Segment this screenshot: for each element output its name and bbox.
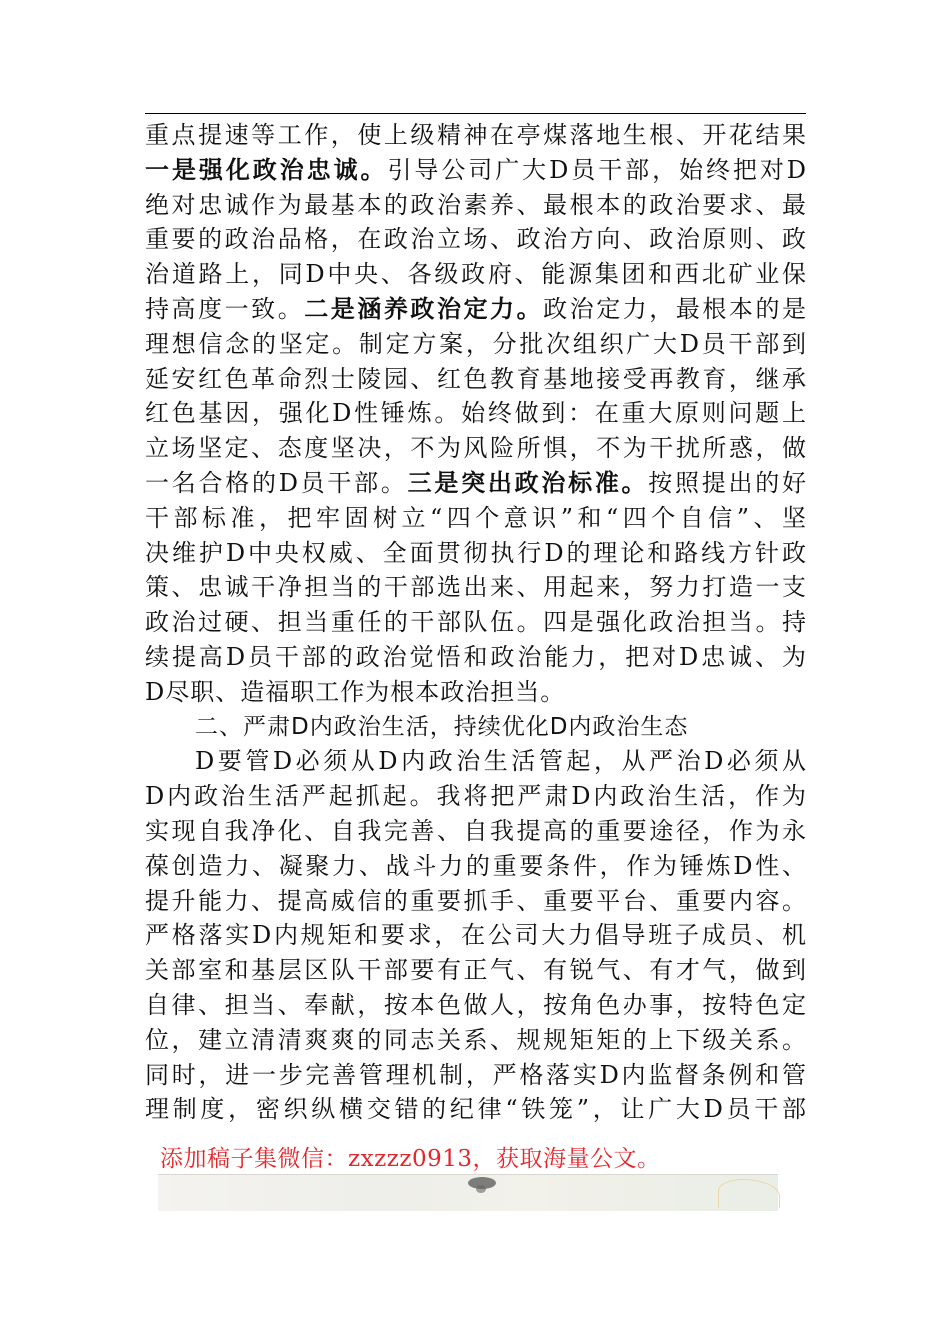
text-span: 持高度一致。 (145, 294, 305, 323)
text-line: 实现自我净化、自我完善、自我提高的重要途径，作为永 (145, 816, 807, 845)
text-span: 引导公司广大D员干部，始终把对D (387, 155, 808, 184)
text-line: 位，建立清清爽爽的同志关系、规规矩矩的上下级关系。 (145, 1025, 807, 1054)
text-span: 按照提出的好 (648, 468, 807, 497)
text-line (145, 292, 807, 327)
text-line: 政治过硬、担当重任的干部队伍。四是强化政治担当。持 (145, 608, 807, 637)
text-line: 重点提速等工作，使上级精神在亭煤落地生根、开花结果 (145, 121, 807, 149)
text-line: 延安红色革命烈士陵园、红色教育基地接受再教育，继承 (145, 364, 807, 393)
bold-phrase: 一是强化政治忠诚。 (145, 155, 388, 184)
footer-image-strip (158, 1174, 778, 1211)
text-line: 理想信念的坚定。制定方案，分批次组织广大D员干部到 (145, 329, 807, 358)
text-line: 严格落实D内规矩和要求，在公司大力倡导班子成员、机 (145, 921, 807, 950)
bold-phrase: 三是突出政治标准。 (407, 468, 649, 497)
text-line: 治道路上，同D中央、各级政府、能源集团和西北矿业保 (145, 260, 807, 289)
bold-phrase: 二是涵养政治定力。 (304, 294, 544, 323)
text-line: 立场坚定、态度坚决，不为风险所惧，不为干扰所惑，做 (145, 434, 807, 463)
text-line: 绝对忠诚作为最基本的政治素养、最根本的政治要求、最 (145, 190, 807, 219)
decorative-curve (718, 1179, 780, 1208)
header-rule (145, 113, 806, 114)
text-line: 重要的政治品格，在政治立场、政治方向、政治原则、政 (145, 225, 807, 254)
text-span: 一名合格的D员干部。 (145, 468, 408, 497)
text-line: D要管D必须从D内政治生活管起，从严治D必须从 (195, 747, 807, 776)
text-line: 决维护D中央权威、全面贯彻执行D的理论和路线方针政 (145, 538, 807, 567)
text-line: 葆创造力、凝聚力、战斗力的重要条件，作为锤炼D性、 (145, 851, 807, 880)
text-line: 同时，进一步完善管理机制，严格落实D内监督条例和管 (145, 1060, 807, 1089)
text-line: D内政治生活严起抓起。我将把严肃D内政治生活，作为 (145, 782, 807, 811)
text-line: 续提高D员干部的政治觉悟和政治能力，把对D忠诚、为 (145, 642, 807, 671)
text-span: 政治定力，最根本的是 (543, 294, 807, 323)
text-line: 干部标准，把牢固树立“四个意识”和“四个自信”、坚 (145, 503, 807, 532)
section-heading: 二、严肃D内政治生活，持续优化D内政治生态 (195, 713, 689, 740)
text-line: 理制度，密织纵横交错的纪律“铁笼”，让广大D员干部 (145, 1095, 807, 1124)
decorative-mark (476, 1185, 486, 1193)
text-line (145, 466, 807, 501)
text-line: D尽职、造福职工作为根本政治担当。 (145, 677, 566, 706)
text-line: 自律、担当、奉献，按本色做人，按角色办事，按特色定 (145, 990, 807, 1019)
text-line: 关部室和基层区队干部要有正气、有锐气、有才气，做到 (145, 956, 807, 985)
text-line: 策、忠诚干净担当的干部选出来、用起来，努力打造一支 (145, 573, 807, 602)
promo-notice: 添加稿子集微信：zxzzz0913，获取海量公文。 (160, 1146, 661, 1172)
text-line (145, 153, 807, 188)
document-body (145, 118, 807, 1127)
text-line: 提升能力、提高威信的重要抓手、重要平台、重要内容。 (145, 886, 807, 915)
text-line: 红色基因，强化D性锤炼。始终做到：在重大原则问题上 (145, 399, 807, 428)
